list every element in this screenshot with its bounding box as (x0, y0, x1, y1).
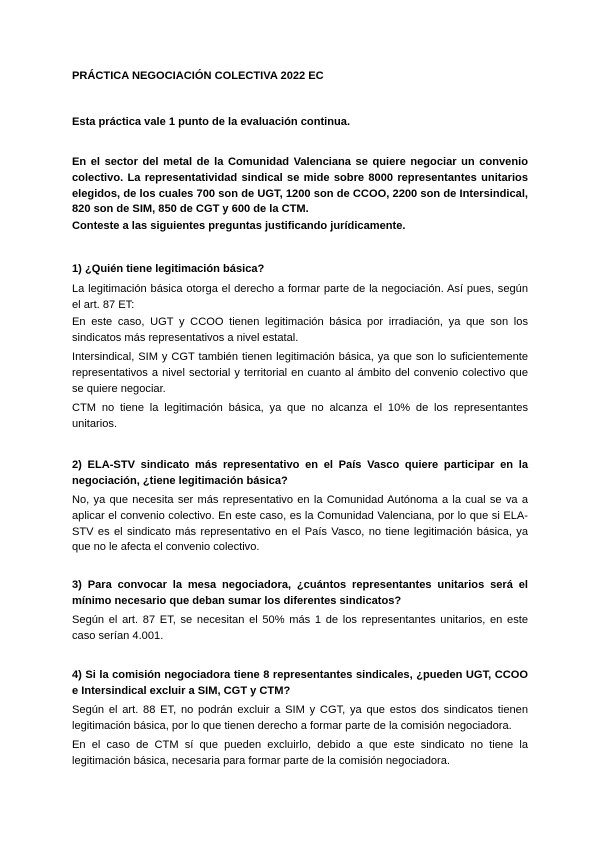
answer-3-para-1: Según el art. 87 ET, se necesitan el 50% más 1 de los representantes unitarios, en este caso serían 4.001. (72, 614, 528, 642)
answer-2-para-1: No, ya que necesita ser más representativo en la Comunidad Autónoma a la cual se va a aplicar el convenio colectivo. En este caso, es la Comunidad Valenciana, por lo que si ELA-STV es el sindicato más representativo en el País Vasco, no tiene legitimación básica, ya que no le afecta el convenio colectivo. (72, 494, 528, 554)
answer-1-para-3: Intersindical, SIM y CGT también tienen legitimación básica, ya que son lo suficientemente representativos a nivel sectorial y territorial en cuanto al ámbito del convenio colectivo que se quiere negociar. (72, 351, 528, 395)
question-2: 2) ELA-STV sindicato más representativo en el País Vasco quiere participar en la negociación, ¿tiene legitimación básica? (72, 459, 528, 487)
answer-1-para-1: La legitimación básica otorga el derecho a formar parte de la negociación. Así pues, según el art. 87 ET: (72, 283, 528, 311)
intro: Esta práctica vale 1 punto de la evaluación continua. (72, 116, 351, 128)
answer-1-para-4: CTM no tiene la legitimación básica, ya que no alcanza el 10% de los representantes unitarios. (72, 402, 528, 430)
question-4: 4) Si la comisión negociadora tiene 8 representantes sindicales, ¿pueden UGT, CCOO e Intersindical excluir a SIM, CGT y CTM? (72, 669, 528, 697)
instruction: Conteste a las siguientes preguntas justificando jurídicamente. (72, 220, 406, 232)
answer-1-para-2: En este caso, UGT y CCOO tienen legitimación básica por irradiación, ya que son los sindicatos más representativos a nivel estatal. (72, 316, 528, 344)
answer-4-para-1: Según el art. 88 ET, no podrán excluir a SIM y CGT, ya que estos dos sindicatos tienen legitimación básica, por lo que tienen derecho a formar parte de la comisión negociadora. (72, 704, 528, 732)
scenario: En el sector del metal de la Comunidad Valenciana se quiere negociar un convenio colectivo. La representatividad sindical se mide sobre 8000 representantes unitarios elegidos, de los cuales 700 son de UGT, 1200 son de CCOO, 2200 son de Intersindical, 820 son de SIM, 850 de CGT y 600 de la CTM. (72, 156, 528, 216)
question-1: 1) ¿Quién tiene legitimación básica? (72, 263, 265, 275)
document-title: PRÁCTICA NEGOCIACIÓN COLECTIVA 2022 EC (72, 70, 324, 82)
answer-4-para-2: En el caso de CTM sí que pueden excluirlo, debido a que este sindicato no tiene la legitimación básica, necesaria para formar parte de la comisión negociadora. (72, 739, 528, 767)
question-3: 3) Para convocar la mesa negociadora, ¿cuántos representantes unitarios será el mínimo necesario que deban sumar los diferentes sindicatos? (72, 579, 528, 607)
